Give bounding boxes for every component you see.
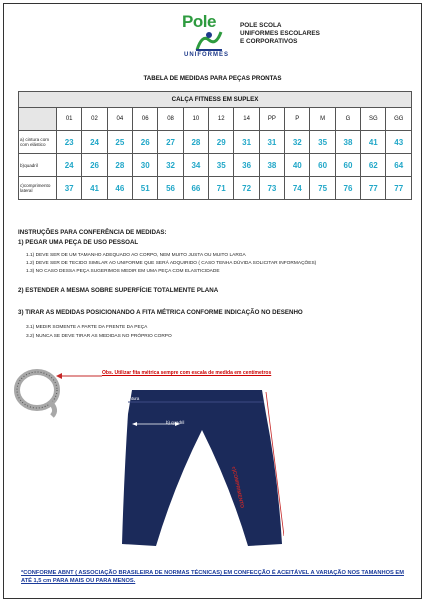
waist-label: a) cintura xyxy=(121,396,140,401)
row-label: b)quadril xyxy=(19,154,57,177)
measure-cell: 27 xyxy=(158,131,183,154)
measure-cell: 32 xyxy=(158,154,183,177)
size-chart-page xyxy=(3,3,422,599)
section-row xyxy=(19,92,412,108)
size-header: SG xyxy=(361,108,386,131)
size-header: G xyxy=(335,108,360,131)
size-header: 10 xyxy=(183,108,208,131)
measure-cell: 35 xyxy=(310,131,335,154)
step-3-heading: 3) TIRAR AS MEDIDAS POSICIONANDO A FITA MÉTRICA CONFORME INDICAÇÃO NO DESENHO xyxy=(18,309,303,316)
company-logo xyxy=(182,12,234,62)
measure-cell: 32 xyxy=(285,131,310,154)
table-row xyxy=(19,154,412,177)
abnt-note: *CONFORME ABNT ( ASSOCIAÇÃO BRASILEIRA DE NORMAS TÉCNICAS) EM CONFECÇÃO É ACEITÁVEL A VARIAÇÃO NOS TAMANHOS EM ATÉ 1,5 cm PARA MAIS OU PARA MENOS. xyxy=(21,570,404,584)
blank-cell xyxy=(19,108,57,131)
size-header: PP xyxy=(259,108,284,131)
company-line: POLE SCOLA xyxy=(240,22,282,29)
measure-cell: 41 xyxy=(361,131,386,154)
measure-cell: 28 xyxy=(183,131,208,154)
step-1-item: 1.1) DEVE SER DE UM TAMANHO ADEQUADO AO CORPO, NEM MUITO JUSTA OU MUITO LARGA xyxy=(26,253,246,258)
size-header: P xyxy=(285,108,310,131)
length-label: c)COMPRIMENTO xyxy=(230,466,245,509)
size-header: 08 xyxy=(158,108,183,131)
measure-cell: 76 xyxy=(335,177,360,200)
measure-cell: 31 xyxy=(234,131,259,154)
measure-cell: 77 xyxy=(386,177,412,200)
measure-cell: 51 xyxy=(133,177,158,200)
measure-cell: 60 xyxy=(310,154,335,177)
measure-cell: 62 xyxy=(361,154,386,177)
measure-cell: 24 xyxy=(57,154,82,177)
measure-cell: 41 xyxy=(82,177,107,200)
measure-cell: 29 xyxy=(209,131,234,154)
instructions-heading: INSTRUÇÕES PARA CONFERÊNCIA DE MEDIDAS: xyxy=(18,229,167,236)
size-header: 14 xyxy=(234,108,259,131)
company-name xyxy=(240,22,320,46)
measure-cell: 25 xyxy=(107,131,132,154)
measure-cell: 74 xyxy=(285,177,310,200)
measure-cell: 26 xyxy=(133,131,158,154)
step-2-heading: 2) ESTENDER A MESMA SOBRE SUPERFÍCIE TOTALMENTE PLANA xyxy=(18,287,219,294)
measure-cell: 43 xyxy=(386,131,412,154)
measure-cell: 24 xyxy=(82,131,107,154)
measure-cell: 36 xyxy=(234,154,259,177)
measure-cell: 30 xyxy=(133,154,158,177)
pants-drawing xyxy=(114,386,284,556)
step-1-item: 1.3) NO CASO DESSA PEÇA SUGERIMOS MEDIR EM UMA PEÇA COM ELASTICIDADE xyxy=(26,269,220,274)
row-label: a) cintura com com elástico xyxy=(19,131,57,154)
row-label: c)comprimento lateral xyxy=(19,177,57,200)
step-1-item: 1.2) DEVE SER DE TECIDO SIMILAR AO UNIFORME QUE SERÁ ADQUIRIDO ( CASO TENHA DÚVIDA SOLICITAR INFORMAÇÕES) xyxy=(26,261,317,266)
measure-cell: 75 xyxy=(310,177,335,200)
size-header: 04 xyxy=(107,108,132,131)
size-header: 06 xyxy=(133,108,158,131)
step-3-item: 3.2) NUNCA SE DEVE TIRAR AS MEDIDAS NO PRÓPRIO CORPO xyxy=(26,334,172,339)
company-line: UNIFORMES ESCOLARES xyxy=(240,30,320,37)
measure-cell: 72 xyxy=(234,177,259,200)
obs-pointer-arrow xyxy=(56,372,102,380)
logo-word: Pole xyxy=(182,12,216,31)
step-3-item: 3.1) MEDIR SOMENTE A PARTE DA FRENTE DA PEÇA xyxy=(26,325,148,330)
measure-cell: 40 xyxy=(285,154,310,177)
measure-cell: 66 xyxy=(183,177,208,200)
measure-cell: 60 xyxy=(335,154,360,177)
obs-note: Obs. Utilizar fita métrica sempre com escala de medida em centímetros xyxy=(102,370,272,376)
measure-cell: 56 xyxy=(158,177,183,200)
tape-measure-icon xyxy=(12,362,62,418)
size-table xyxy=(18,91,412,200)
measure-cell: 77 xyxy=(361,177,386,200)
size-header-row xyxy=(19,108,412,131)
measure-cell: 71 xyxy=(209,177,234,200)
measure-cell: 73 xyxy=(259,177,284,200)
table-row xyxy=(19,177,412,200)
measure-cell: 38 xyxy=(259,154,284,177)
table-row xyxy=(19,131,412,154)
size-header: 01 xyxy=(57,108,82,131)
header xyxy=(4,4,421,66)
step-1-heading: 1) PEGAR UMA PEÇA DE USO PESSOAL xyxy=(18,239,139,246)
table-title: TABELA DE MEDIDAS PARA PEÇAS PRONTAS xyxy=(143,75,282,82)
measure-cell: 23 xyxy=(57,131,82,154)
measure-cell: 26 xyxy=(82,154,107,177)
logo-figure-icon xyxy=(194,30,224,52)
measure-cell: 64 xyxy=(386,154,412,177)
measure-cell: 35 xyxy=(209,154,234,177)
hip-label: b) quadril xyxy=(166,420,185,425)
logo-subtitle: UNIFORMES xyxy=(184,52,229,58)
size-header: GG xyxy=(386,108,412,131)
size-header: 02 xyxy=(82,108,107,131)
measure-cell: 34 xyxy=(183,154,208,177)
size-header: M xyxy=(310,108,335,131)
section-title: CALÇA FITNESS EM SUPLEX xyxy=(19,92,412,108)
measure-cell: 37 xyxy=(57,177,82,200)
measure-cell: 46 xyxy=(107,177,132,200)
measure-cell: 38 xyxy=(335,131,360,154)
measure-cell: 28 xyxy=(107,154,132,177)
company-line: E CORPORATIVOS xyxy=(240,38,298,45)
measure-cell: 31 xyxy=(259,131,284,154)
size-header: 12 xyxy=(209,108,234,131)
